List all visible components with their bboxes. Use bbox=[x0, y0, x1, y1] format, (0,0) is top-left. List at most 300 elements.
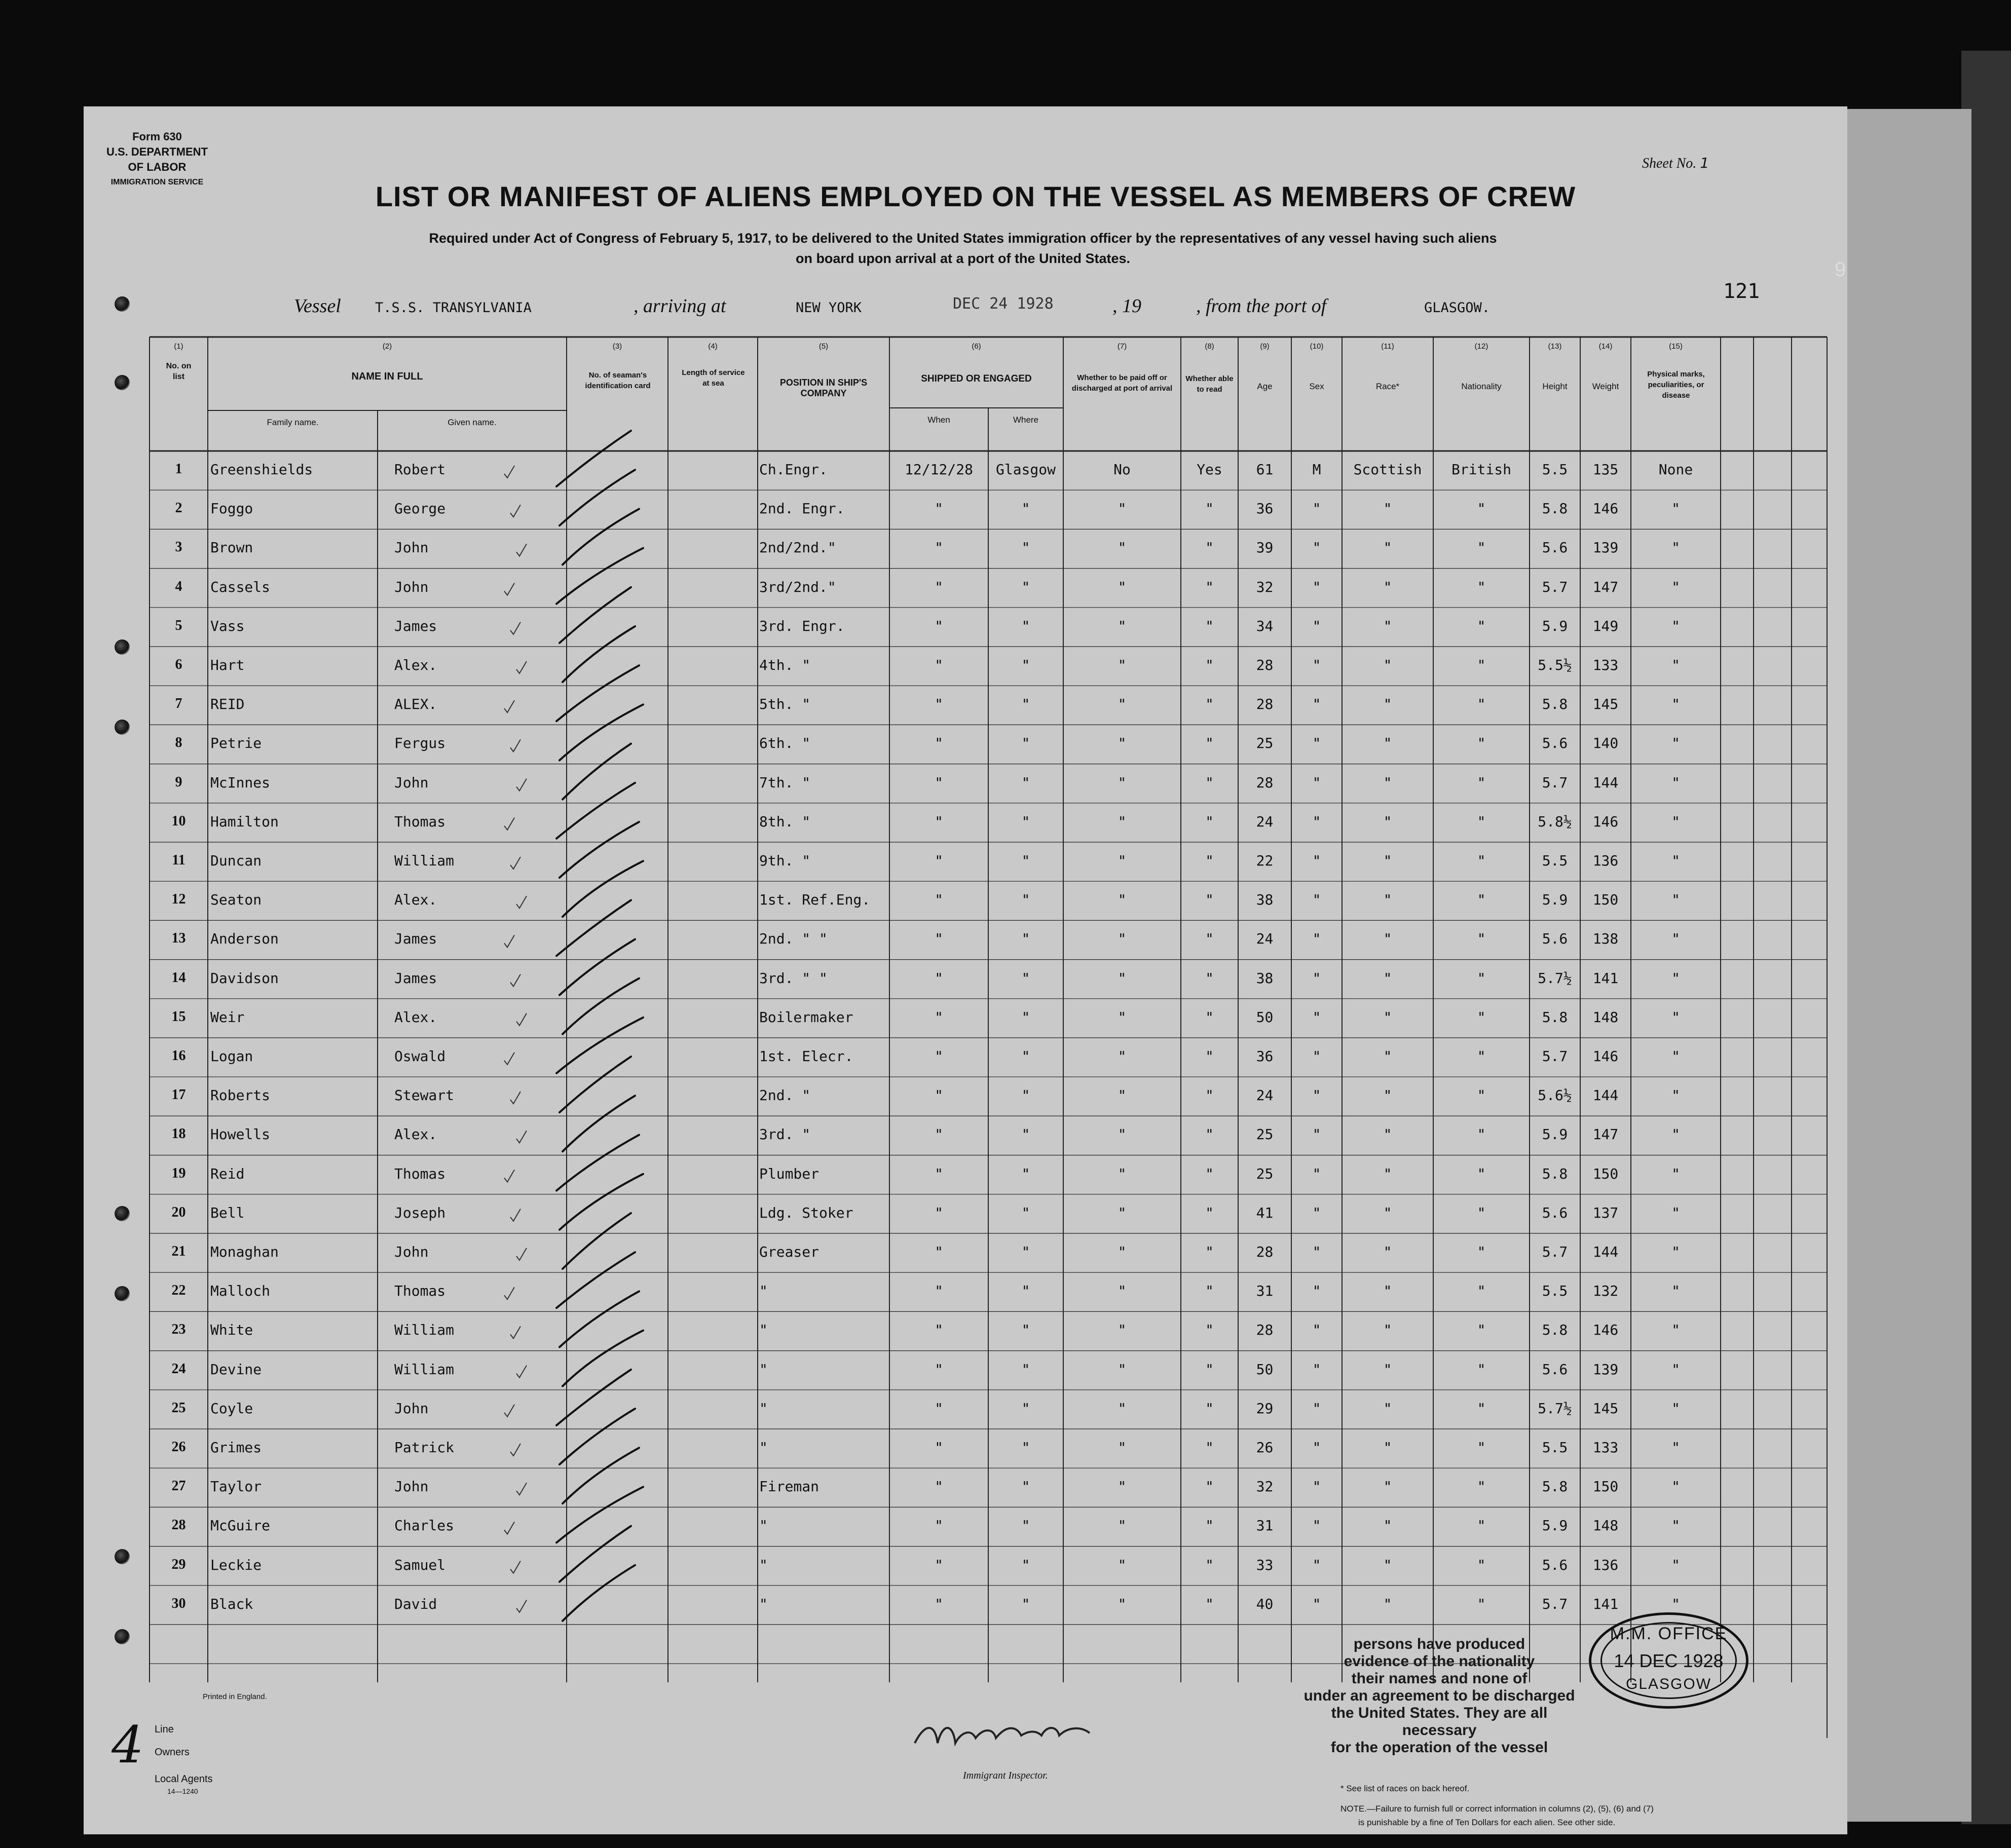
arrival-date-stamp: DEC 24 1928 bbox=[953, 295, 1054, 313]
cell-race: " bbox=[1383, 1165, 1392, 1182]
cell-age: 28 bbox=[1256, 774, 1274, 791]
cell-marks: " bbox=[1671, 1595, 1680, 1612]
cell-weight: 133 bbox=[1592, 1439, 1619, 1456]
printed-in-note: Printed in England. bbox=[203, 1692, 267, 1701]
col-number-5: (5) bbox=[818, 342, 829, 351]
cell-position: 9th. " bbox=[759, 852, 811, 869]
cell-height: 5.5 bbox=[1542, 852, 1568, 869]
cell-when: " bbox=[935, 1400, 943, 1417]
cell-when: " bbox=[935, 813, 943, 830]
cell-paid: " bbox=[1118, 930, 1127, 948]
col-given-name: Given name. bbox=[448, 418, 497, 427]
race-footnote: * See list of races on back hereof. bbox=[1340, 1784, 1470, 1793]
cell-age: 36 bbox=[1256, 1048, 1274, 1065]
cell-family: Duncan bbox=[210, 852, 262, 869]
cell-sex: " bbox=[1312, 930, 1321, 948]
cell-nationality: " bbox=[1477, 1243, 1486, 1260]
cell-paid: " bbox=[1118, 1087, 1127, 1104]
col-number-8: (8) bbox=[1205, 342, 1214, 351]
cell-paid: " bbox=[1118, 1478, 1127, 1495]
cell-family: Monaghan bbox=[210, 1243, 279, 1260]
cell-race: " bbox=[1383, 1439, 1392, 1456]
cell-where: " bbox=[1021, 696, 1030, 713]
cell-no: 22 bbox=[171, 1283, 186, 1299]
cell-when: " bbox=[935, 1517, 943, 1534]
cell-height: 5.8 bbox=[1542, 1478, 1568, 1495]
sheet-number bbox=[1642, 155, 1709, 172]
cell-where: " bbox=[1021, 1048, 1030, 1065]
cell-nationality: " bbox=[1477, 1439, 1486, 1456]
cell-paid: " bbox=[1118, 1283, 1127, 1300]
department-name: U.S. DEPARTMENT OF LABOR bbox=[106, 145, 208, 173]
cell-given: William bbox=[394, 1361, 455, 1378]
cell-family: Taylor bbox=[210, 1478, 262, 1495]
cell-when: 12/12/28 bbox=[905, 461, 973, 478]
cell-when: " bbox=[935, 774, 943, 791]
cell-nationality: " bbox=[1477, 1556, 1486, 1573]
cell-where: " bbox=[1021, 1165, 1030, 1182]
cell-height: 5.9 bbox=[1542, 617, 1568, 634]
cell-paid: " bbox=[1118, 500, 1127, 517]
cell-paid: " bbox=[1118, 617, 1127, 634]
cell-sex: " bbox=[1312, 578, 1321, 595]
cell-family: White bbox=[210, 1322, 253, 1339]
cell-read: " bbox=[1205, 1400, 1214, 1417]
cell-where: " bbox=[1021, 1008, 1030, 1026]
cell-marks: " bbox=[1671, 1048, 1680, 1065]
col-number-14: (14) bbox=[1598, 342, 1613, 351]
cell-height: 5.7 bbox=[1542, 1595, 1568, 1612]
cell-height: 5.7 bbox=[1542, 1048, 1568, 1065]
cell-age: 32 bbox=[1256, 1478, 1274, 1495]
cell-read: " bbox=[1205, 1165, 1214, 1182]
cell-marks: " bbox=[1671, 1087, 1680, 1104]
inspector-label: Immigrant Inspector. bbox=[963, 1770, 1048, 1781]
cell-weight: 148 bbox=[1592, 1008, 1619, 1026]
cell-weight: 140 bbox=[1592, 735, 1619, 752]
col-seaman-card: No. of seaman's identification card bbox=[585, 371, 651, 390]
cell-nationality: " bbox=[1477, 891, 1486, 909]
mm-office-stamp bbox=[1589, 1612, 1748, 1709]
cell-weight: 145 bbox=[1592, 1400, 1619, 1417]
cell-given: John bbox=[394, 774, 429, 791]
cell-sex: " bbox=[1312, 1204, 1321, 1221]
cell-given: Robert bbox=[394, 461, 446, 478]
cell-race: " bbox=[1383, 1008, 1392, 1026]
cell-race: " bbox=[1383, 1283, 1392, 1300]
cell-no: 28 bbox=[171, 1517, 186, 1533]
col-race: Race* bbox=[1375, 382, 1400, 391]
cell-paid: " bbox=[1118, 969, 1127, 987]
cell-age: 26 bbox=[1256, 1439, 1274, 1456]
cell-family: Seaton bbox=[210, 891, 262, 909]
cell-height: 5.5 bbox=[1542, 1439, 1568, 1456]
cell-weight: 141 bbox=[1592, 969, 1619, 987]
cell-race: " bbox=[1383, 578, 1392, 595]
cell-nationality: " bbox=[1477, 1322, 1486, 1339]
cell-no: 30 bbox=[171, 1595, 186, 1611]
cell-position: 3rd/2nd." bbox=[759, 578, 836, 595]
cell-height: 5.7 bbox=[1542, 578, 1568, 595]
cell-where: " bbox=[1021, 774, 1030, 791]
cell-marks: " bbox=[1671, 696, 1680, 713]
cell-age: 25 bbox=[1256, 735, 1274, 752]
owners-label: Owners bbox=[155, 1747, 190, 1758]
cell-where: " bbox=[1021, 1087, 1030, 1104]
cell-nationality: " bbox=[1477, 1595, 1486, 1612]
cell-marks: " bbox=[1671, 813, 1680, 830]
cell-when: " bbox=[935, 1243, 943, 1260]
col-number-9: (9) bbox=[1260, 342, 1270, 351]
cell-where: " bbox=[1021, 617, 1030, 634]
cell-race: " bbox=[1383, 657, 1392, 673]
cell-family: Brown bbox=[210, 539, 253, 556]
cell-nationality: " bbox=[1477, 617, 1486, 634]
cell-when: " bbox=[935, 930, 943, 948]
from-port-label: , from the port of bbox=[1196, 295, 1327, 317]
col-number-1: (1) bbox=[174, 342, 183, 351]
cell-read: " bbox=[1205, 1517, 1214, 1534]
year-label: , 19 bbox=[1112, 295, 1141, 317]
cell-age: 31 bbox=[1256, 1283, 1274, 1300]
cell-family: Anderson bbox=[210, 930, 279, 948]
cell-where: " bbox=[1021, 735, 1030, 752]
cell-read: " bbox=[1205, 1243, 1214, 1260]
cell-sex: " bbox=[1312, 774, 1321, 791]
cell-no: 15 bbox=[171, 1008, 186, 1025]
col-name-in-full: NAME IN FULL bbox=[351, 371, 423, 382]
cell-height: 5.6 bbox=[1542, 1361, 1568, 1378]
cell-paid: " bbox=[1118, 774, 1127, 791]
punch-hole bbox=[115, 1206, 130, 1221]
cell-sex: " bbox=[1312, 657, 1321, 673]
cell-family: Petrie bbox=[210, 735, 262, 752]
subtitle-line-1: Required under Act of Congress of February 5, 1917, to be delivered to the United States immigration officer by the representatives of any vessel having such aliens bbox=[429, 231, 1497, 246]
cell-race: Scottish bbox=[1353, 461, 1422, 478]
cell-marks: " bbox=[1671, 657, 1680, 673]
cell-given: John bbox=[394, 578, 429, 595]
cell-nationality: British bbox=[1451, 461, 1511, 478]
cell-when: " bbox=[935, 1126, 943, 1143]
cell-position: Plumber bbox=[759, 1165, 820, 1182]
cell-where: " bbox=[1021, 852, 1030, 869]
vessel-info-row bbox=[152, 295, 1774, 320]
local-agents-label: Local Agents bbox=[155, 1774, 213, 1785]
cell-position: 5th. " bbox=[759, 696, 811, 713]
service-name: IMMIGRATION SERVICE bbox=[110, 178, 204, 186]
col-nationality: Nationality bbox=[1461, 382, 1502, 391]
cell-race: " bbox=[1383, 696, 1392, 713]
cell-weight: 139 bbox=[1592, 539, 1619, 556]
cell-position: 7th. " bbox=[759, 774, 811, 791]
cell-no: 14 bbox=[171, 969, 186, 986]
cell-race: " bbox=[1383, 1126, 1392, 1143]
cell-marks: " bbox=[1671, 969, 1680, 987]
cell-paid: " bbox=[1118, 539, 1127, 556]
col-height: Height bbox=[1542, 382, 1568, 391]
cell-paid: " bbox=[1118, 1517, 1127, 1534]
cell-where: " bbox=[1021, 1517, 1030, 1534]
cell-sex: " bbox=[1312, 891, 1321, 909]
cell-weight: 146 bbox=[1592, 1048, 1619, 1065]
cell-marks: " bbox=[1671, 1204, 1680, 1221]
col-number-12: (12) bbox=[1474, 342, 1488, 351]
stamp-note-line: their names and none of bbox=[1351, 1670, 1528, 1687]
cell-height: 5.6½ bbox=[1538, 1087, 1572, 1104]
cell-family: REID bbox=[210, 696, 245, 713]
cell-position: 8th. " bbox=[759, 813, 811, 830]
cell-read: " bbox=[1205, 1478, 1214, 1495]
cell-age: 24 bbox=[1256, 813, 1274, 830]
cell-race: " bbox=[1383, 969, 1392, 987]
cell-no: 9 bbox=[175, 774, 182, 790]
cell-given: ALEX. bbox=[394, 696, 437, 713]
cell-when: " bbox=[935, 1439, 943, 1456]
cell-given: Samuel bbox=[394, 1556, 446, 1573]
cell-weight: 148 bbox=[1592, 1517, 1619, 1534]
vessel-name: T.S.S. TRANSYLVANIA bbox=[375, 300, 532, 316]
cell-read: " bbox=[1205, 735, 1214, 752]
cell-height: 5.7½ bbox=[1538, 1400, 1572, 1417]
cell-given: Charles bbox=[394, 1517, 455, 1534]
cell-when: " bbox=[935, 1008, 943, 1026]
cell-age: 33 bbox=[1256, 1556, 1274, 1573]
cell-height: 5.8 bbox=[1542, 696, 1568, 713]
col-number-7: (7) bbox=[1117, 342, 1127, 351]
cell-given: William bbox=[394, 852, 455, 869]
form-identifier bbox=[99, 129, 215, 190]
cell-no: 3 bbox=[175, 539, 182, 555]
cell-weight: 144 bbox=[1592, 1243, 1619, 1260]
cell-weight: 146 bbox=[1592, 500, 1619, 517]
cell-no: 12 bbox=[171, 891, 186, 908]
cell-position: Ch.Engr. bbox=[759, 461, 828, 478]
col-family-name: Family name. bbox=[267, 418, 319, 427]
cell-when: " bbox=[935, 1322, 943, 1339]
cell-nationality: " bbox=[1477, 539, 1486, 556]
punch-hole bbox=[115, 296, 130, 312]
cell-family: Coyle bbox=[210, 1400, 253, 1417]
cell-read: " bbox=[1205, 1204, 1214, 1221]
cell-when: " bbox=[935, 1595, 943, 1612]
cell-where: " bbox=[1021, 1478, 1030, 1495]
cell-age: 34 bbox=[1256, 617, 1274, 634]
cell-marks: " bbox=[1671, 1165, 1680, 1182]
cell-age: 28 bbox=[1256, 1322, 1274, 1339]
cell-nationality: " bbox=[1477, 1008, 1486, 1026]
penalty-note-line-1: NOTE.—Failure to furnish full or correct information in columns (2), (5), (6) and (7) bbox=[1340, 1804, 1654, 1814]
cell-weight: 147 bbox=[1592, 1126, 1619, 1143]
form-number: Form 630 bbox=[132, 130, 182, 143]
cell-nationality: " bbox=[1477, 735, 1486, 752]
cell-position: " bbox=[759, 1439, 768, 1456]
cell-height: 5.9 bbox=[1542, 1517, 1568, 1534]
cell-nationality: " bbox=[1477, 1204, 1486, 1221]
punch-hole bbox=[115, 375, 130, 390]
cell-no: 24 bbox=[171, 1361, 186, 1377]
cell-no: 16 bbox=[171, 1048, 186, 1064]
cell-sex: " bbox=[1312, 735, 1321, 752]
cell-age: 61 bbox=[1256, 461, 1274, 478]
cell-family: Howells bbox=[210, 1126, 271, 1143]
cell-age: 50 bbox=[1256, 1008, 1274, 1026]
cell-given: William bbox=[394, 1322, 455, 1339]
cell-race: " bbox=[1383, 930, 1392, 948]
cell-family: Cassels bbox=[210, 578, 271, 595]
cell-marks: " bbox=[1671, 930, 1680, 948]
cell-where: Glasgow bbox=[995, 461, 1056, 478]
cell-position: Ldg. Stoker bbox=[759, 1204, 853, 1221]
cell-age: 29 bbox=[1256, 1400, 1274, 1417]
cell-no: 20 bbox=[171, 1204, 186, 1220]
cell-nationality: " bbox=[1477, 1126, 1486, 1143]
cell-paid: " bbox=[1118, 1439, 1127, 1456]
cell-family: Black bbox=[210, 1595, 253, 1612]
cell-age: 36 bbox=[1256, 500, 1274, 517]
cell-where: " bbox=[1021, 813, 1030, 830]
cell-marks: " bbox=[1671, 852, 1680, 869]
col-number-15: (15) bbox=[1669, 342, 1683, 351]
cell-when: " bbox=[935, 1087, 943, 1104]
col-weight: Weight bbox=[1592, 382, 1619, 391]
col-no-on-list: No. on list bbox=[166, 362, 192, 381]
cell-age: 22 bbox=[1256, 852, 1274, 869]
cell-position: " bbox=[759, 1283, 768, 1300]
cell-position: 1st. Elecr. bbox=[759, 1048, 853, 1065]
cell-no: 27 bbox=[171, 1478, 186, 1494]
cell-nationality: " bbox=[1477, 500, 1486, 517]
cell-age: 38 bbox=[1256, 891, 1274, 909]
col-shipped-engaged: SHIPPED OR ENGAGED bbox=[921, 373, 1032, 384]
cell-race: " bbox=[1383, 1478, 1392, 1495]
cell-family: Malloch bbox=[210, 1283, 271, 1300]
cell-no: 29 bbox=[171, 1556, 186, 1572]
cell-where: " bbox=[1021, 578, 1030, 595]
cell-read: " bbox=[1205, 1556, 1214, 1573]
stamp-note-line: evidence of the nationality bbox=[1344, 1653, 1535, 1670]
cell-marks: " bbox=[1671, 1517, 1680, 1534]
cell-sex: " bbox=[1312, 1087, 1321, 1104]
punch-hole bbox=[115, 1549, 130, 1564]
cell-sex: " bbox=[1312, 539, 1321, 556]
cell-where: " bbox=[1021, 1204, 1030, 1221]
cell-where: " bbox=[1021, 1556, 1030, 1573]
cell-given: Oswald bbox=[394, 1048, 446, 1065]
cell-read: " bbox=[1205, 852, 1214, 869]
cell-no: 1 bbox=[175, 461, 182, 477]
cell-family: Vass bbox=[210, 617, 245, 634]
cell-when: " bbox=[935, 500, 943, 517]
cell-no: 4 bbox=[175, 578, 182, 594]
cell-when: " bbox=[935, 1361, 943, 1378]
page-title: LIST OR MANIFEST OF ALIENS EMPLOYED ON THE VESSEL AS MEMBERS OF CREW bbox=[375, 180, 1576, 212]
cell-age: 40 bbox=[1256, 1595, 1274, 1612]
cell-weight: 146 bbox=[1592, 813, 1619, 830]
stamp-date: 14 DEC 1928 bbox=[1614, 1650, 1724, 1671]
cell-read: " bbox=[1205, 774, 1214, 791]
cell-sex: " bbox=[1312, 696, 1321, 713]
cell-where: " bbox=[1021, 1595, 1030, 1612]
col-when: When bbox=[927, 415, 950, 425]
cell-weight: 136 bbox=[1592, 852, 1619, 869]
cell-when: " bbox=[935, 696, 943, 713]
cell-race: " bbox=[1383, 852, 1392, 869]
cell-position: Fireman bbox=[759, 1478, 820, 1495]
cell-paid: " bbox=[1118, 1595, 1127, 1612]
cell-given: Fergus bbox=[394, 735, 446, 752]
cell-family: Foggo bbox=[210, 500, 253, 517]
col-physical-marks: Physical marks, peculiarities, or disease bbox=[1647, 370, 1705, 400]
cell-sex: " bbox=[1312, 1556, 1321, 1573]
cell-weight: 135 bbox=[1592, 461, 1619, 478]
cell-given: Alex. bbox=[394, 1008, 437, 1026]
cell-given: John bbox=[394, 1243, 429, 1260]
cell-sex: " bbox=[1312, 1322, 1321, 1339]
cell-height: 5.6 bbox=[1542, 1556, 1568, 1573]
cell-no: 18 bbox=[171, 1126, 186, 1142]
cell-age: 28 bbox=[1256, 1243, 1274, 1260]
cell-read: " bbox=[1205, 500, 1214, 517]
cell-paid: " bbox=[1118, 1243, 1127, 1260]
cell-paid: " bbox=[1118, 657, 1127, 673]
cell-height: 5.6 bbox=[1542, 1204, 1568, 1221]
cell-height: 5.6 bbox=[1542, 539, 1568, 556]
cell-paid: " bbox=[1118, 1165, 1127, 1182]
cell-paid: " bbox=[1118, 1556, 1127, 1573]
cell-no: 8 bbox=[175, 735, 182, 751]
cell-paid: " bbox=[1118, 1126, 1127, 1143]
cell-when: " bbox=[935, 1204, 943, 1221]
cell-nationality: " bbox=[1477, 696, 1486, 713]
cell-sex: " bbox=[1312, 1517, 1321, 1534]
cell-paid: " bbox=[1118, 813, 1127, 830]
cell-where: " bbox=[1021, 1322, 1030, 1339]
punch-hole bbox=[115, 720, 130, 735]
cell-sex: " bbox=[1312, 852, 1321, 869]
cell-height: 5.5½ bbox=[1538, 657, 1572, 673]
cell-no: 17 bbox=[171, 1087, 186, 1103]
col-number-11: (11) bbox=[1381, 342, 1394, 351]
col-number-3: (3) bbox=[612, 342, 622, 351]
cell-read: " bbox=[1205, 696, 1214, 713]
cell-family: Grimes bbox=[210, 1439, 262, 1456]
cell-family: Weir bbox=[210, 1008, 245, 1026]
cell-position: 4th. " bbox=[759, 657, 811, 673]
cell-given: Patrick bbox=[394, 1439, 455, 1456]
col-sex: Sex bbox=[1309, 382, 1324, 391]
cell-position: 3rd. " " bbox=[759, 969, 828, 987]
cell-marks: " bbox=[1671, 500, 1680, 517]
cell-sex: " bbox=[1312, 1478, 1321, 1495]
cell-weight: 145 bbox=[1592, 696, 1619, 713]
cell-paid: " bbox=[1118, 735, 1127, 752]
cell-family: Greenshields bbox=[210, 461, 313, 478]
cell-nationality: " bbox=[1477, 1517, 1486, 1534]
cell-when: " bbox=[935, 1283, 943, 1300]
cell-race: " bbox=[1383, 1517, 1392, 1534]
cell-race: " bbox=[1383, 1322, 1392, 1339]
cell-marks: " bbox=[1671, 774, 1680, 791]
cell-height: 5.7 bbox=[1542, 1243, 1568, 1260]
cell-read: " bbox=[1205, 1361, 1214, 1378]
cell-nationality: " bbox=[1477, 774, 1486, 791]
subtitle-line-2: on board upon arrival at a port of the United States. bbox=[795, 251, 1131, 266]
cell-race: " bbox=[1383, 1595, 1392, 1612]
cell-sex: " bbox=[1312, 1008, 1321, 1026]
cell-height: 5.5 bbox=[1542, 461, 1568, 478]
cell-family: Leckie bbox=[210, 1556, 262, 1573]
cell-when: " bbox=[935, 1556, 943, 1573]
